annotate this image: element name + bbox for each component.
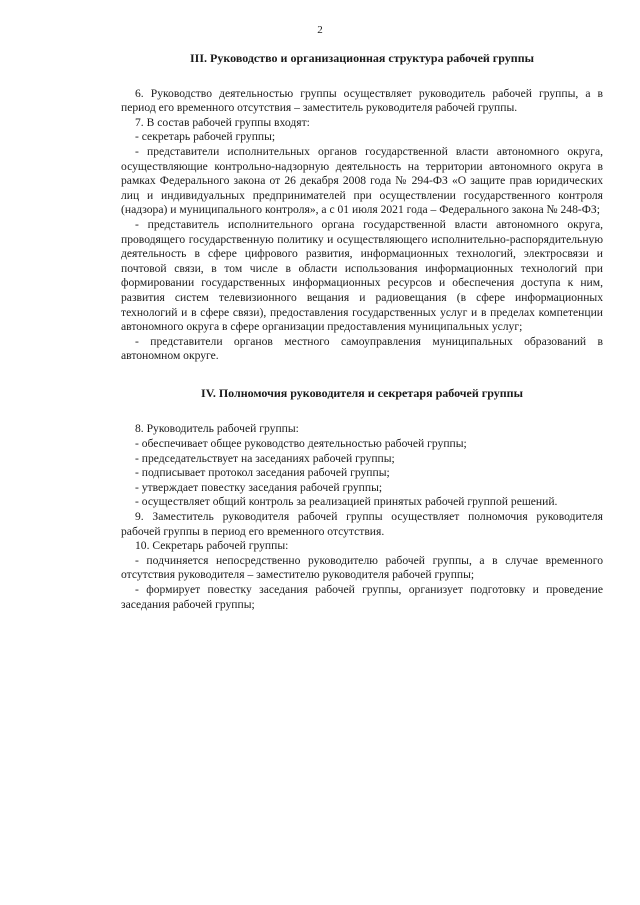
paragraph-10: 10. Секретарь рабочей группы: <box>135 539 289 553</box>
paragraph-8: 8. Руководитель рабочей группы: <box>135 422 299 436</box>
list-item-approves-agenda: - утверждает повестку заседания рабочей группы; <box>135 480 383 494</box>
list-item-general-management: - обеспечивает общее руководство деятельностью рабочей группы; <box>135 437 467 451</box>
section-3-heading: III. Руководство и организационная структура рабочей группы <box>190 51 534 65</box>
paragraph-9: 9. Заместитель руководителя рабочей группы осуществляет полномочия руководителя рабочей группы в период его временного отсутствия. <box>121 510 603 538</box>
list-item-secretary: - секретарь рабочей группы; <box>135 130 276 144</box>
page-number: 2 <box>317 24 323 36</box>
paragraph-7: 7. В состав рабочей группы входят: <box>135 115 310 129</box>
paragraph-6: 6. Руководство деятельностью группы осуществляет руководитель рабочей группы, а в период его временного отсутствия – заместитель руководителя рабочей группы. <box>121 86 603 115</box>
list-item-executive-representatives: - представители исполнительных органов государственной власти автономного округа, осуществляющие контрольно-надзорную деятельность на территории автономного округа в рамках Федерального закона от 26 декабря 2008 года № 294-ФЗ «О защите прав юридических лиц и индивидуальных предпринимателей при осуществлении государственного контроля (надзора) и муниципального контроля», а с 01 июля 2021 года – Федерального закона № 248-ФЗ; <box>121 144 603 217</box>
list-item-subordination: - подчиняется непосредственно руководителю рабочей группы, а в случае временного отсутствия руководителя – заместителю руководителя рабочей группы; <box>121 553 603 582</box>
list-item-municipal-representatives: - представители органов местного самоуправления муниципальных образований в автономном округе. <box>121 334 603 363</box>
list-item-signs-protocol: - подписывает протокол заседания рабочей группы; <box>135 466 390 480</box>
list-item-general-control: - осуществляет общий контроль за реализацией принятых рабочей группой решений. <box>135 495 558 509</box>
list-item-chairs-meetings: - председательствует на заседаниях рабочей группы; <box>135 451 395 465</box>
section-4-heading: IV. Полномочия руководителя и секретаря рабочей группы <box>201 385 523 400</box>
list-item-forms-agenda: - формирует повестку заседания рабочей группы, организует подготовку и проведение заседания рабочей группы; <box>121 583 603 611</box>
document-body <box>121 51 603 612</box>
list-item-digital-representative: - представитель исполнительного органа государственной власти автономного округа, проводящего государственную политику и осуществляющего исполнительно-распорядительную деятельность в сфере цифрового развития, информационных технологий, электросвязи и почтовой связи, в том числе в области использования информационных технологий при формировании государственных информационных ресурсов и обеспечения доступа к ним, развития систем телевизионного вещания и радиовещания (в сфере информационных технологий и в сфере связи), предоставления государственных услуг и в пределах компетенции автономного округа в сфере организации предоставления муниципальных услуг; <box>121 217 603 334</box>
